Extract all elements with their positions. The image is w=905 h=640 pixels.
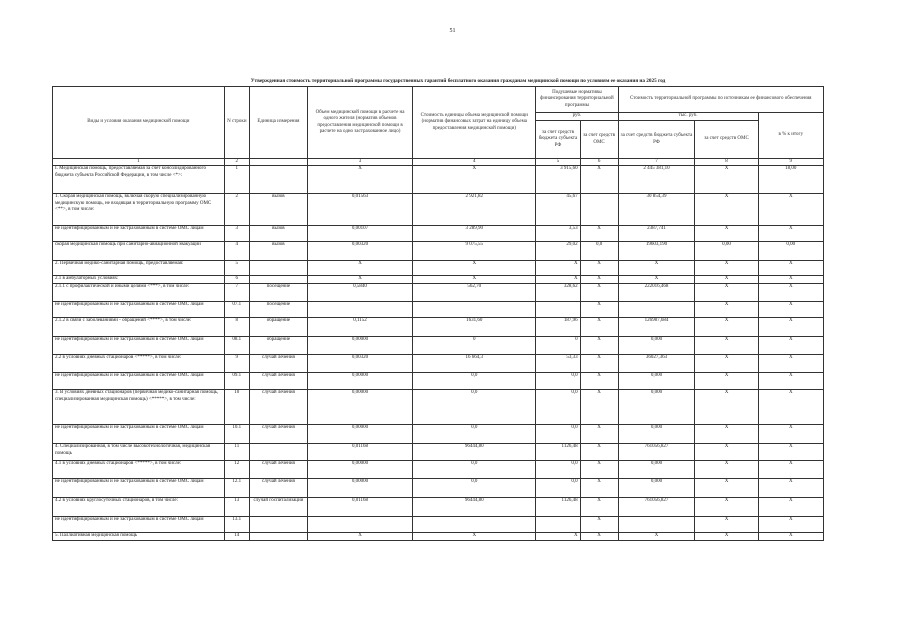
row-omc-norm: [580, 194, 618, 226]
row-unit-cost: 1631,60: [413, 318, 536, 337]
row-name: I. Медицинская помощь, предоставляемая за счет консолидированного бюджета субъекта Российской Федерации, в том числе <*>:: [53, 166, 225, 194]
row-budget-cost: 36027,363: [618, 355, 695, 373]
row-omc-cost: X: [695, 425, 758, 444]
row-name: скорая медицинская помощь при санитарно-авиационной эвакуации: [53, 242, 225, 261]
row-omc-cost: X: [695, 355, 758, 373]
row-budget-norm: [536, 517, 580, 533]
row-percent: X: [758, 390, 823, 425]
row-number: 13: [224, 498, 249, 517]
row-budget-cost: X: [618, 261, 695, 276]
row-unit-cost: 16 664,3: [413, 355, 536, 373]
row-name: не идентифицированным и не застрахованным в системе ОМС лицам: [53, 425, 225, 444]
column-number: 5: [536, 159, 580, 166]
header-per-capita-norms: Подушевые нормативы финансирования территориальной программы: [536, 87, 618, 113]
row-name: не идентифицированным и не застрахованным в системе ОМС лицам: [53, 373, 225, 390]
row-number: 5: [224, 261, 249, 276]
row-budget-cost: 761056,827: [618, 444, 695, 461]
row-percent: X: [758, 302, 823, 318]
row-budget-cost: 2 445 381,10: [618, 166, 695, 194]
row-budget-norm: 3,53: [536, 226, 580, 242]
row-omc-norm: X: [580, 517, 618, 533]
row-volume: 0,1152: [307, 318, 412, 337]
row-unit-cost: [413, 302, 536, 318]
row-unit-cost: 3 289,90: [413, 226, 536, 242]
column-number: 2: [224, 159, 249, 166]
row-percent: X: [758, 533, 823, 541]
column-number: 6: [580, 159, 618, 166]
row-omc-cost: X: [695, 318, 758, 337]
row-omc-cost: X: [695, 461, 758, 479]
row-budget-cost: [618, 302, 695, 318]
row-omc-cost: X: [695, 166, 758, 194]
row-name: 2.1.2 в связи с заболеваниями - обращений <****>, в том числе:: [53, 318, 225, 337]
row-volume: 0,00000: [307, 425, 412, 444]
row-omc-cost: X: [695, 261, 758, 276]
table-row: [53, 355, 824, 373]
row-percent: X: [758, 355, 823, 373]
row-omc-cost: X: [695, 444, 758, 461]
row-volume: 0,00107: [307, 226, 412, 242]
row-volume: X: [307, 261, 412, 276]
row-percent: X: [758, 479, 823, 498]
row-percent: X: [758, 194, 823, 226]
row-unit: случай лечения: [249, 479, 307, 498]
column-number: 8: [695, 159, 758, 166]
row-name: 4.1 в условиях дневных стационаров <*****>, в том числе:: [53, 461, 225, 479]
row-volume: X: [307, 276, 412, 284]
row-percent: X: [758, 337, 823, 355]
row-percent: X: [758, 461, 823, 479]
header-unit-thousand-rub: тыс. руб.: [618, 113, 758, 121]
row-budget-norm: 53,33: [536, 355, 580, 373]
row-name: 2.1.1 с профилактической и иными целями <***>, в том числе:: [53, 284, 225, 302]
row-volume: 0,5840: [307, 284, 412, 302]
row-omc-norm: X: [580, 373, 618, 390]
table-row: [53, 276, 824, 284]
header-omc-norm: за счет средств ОМС: [580, 121, 618, 159]
column-number: 1: [53, 159, 225, 166]
row-budget-cost: 0,000: [618, 461, 695, 479]
row-omc-norm: X: [580, 318, 618, 337]
row-volume: 0,00000: [307, 479, 412, 498]
row-unit: случай лечения: [249, 355, 307, 373]
table-row: [53, 461, 824, 479]
row-budget-cost: X: [618, 533, 695, 541]
table-row: [53, 318, 824, 337]
row-number: 12: [224, 461, 249, 479]
row-volume: 0,00000: [307, 461, 412, 479]
row-unit: [249, 276, 307, 284]
page-number: 51: [449, 28, 456, 34]
row-name: 4. Специализированная, в том числе высокотехнологичная, медицинская помощь: [53, 444, 225, 461]
row-number: 09.1: [224, 373, 249, 390]
column-number: 7: [618, 159, 695, 166]
row-volume: 0,00000: [307, 390, 412, 425]
row-budget-norm: 0,0: [536, 373, 580, 390]
row-omc-norm: X: [580, 533, 618, 541]
row-unit-cost: 0,0: [413, 425, 536, 444]
row-omc-norm: X: [580, 479, 618, 498]
row-percent: X: [758, 425, 823, 444]
row-omc-norm: X: [580, 444, 618, 461]
row-name: 1. Скорая медицинская помощь, включая скорую специализированную медицинскую помощь, не входящая в территориальную программу ОМС <**>, в том числе:: [53, 194, 225, 226]
row-percent: X: [758, 226, 823, 242]
header-omc-cost: за счет средств ОМС: [695, 121, 758, 159]
row-budget-norm: X: [536, 261, 580, 276]
row-omc-norm: X: [580, 276, 618, 284]
row-unit-cost: X: [413, 261, 536, 276]
row-name: 2.1 в амбулаторных условиях:: [53, 276, 225, 284]
row-volume: X: [307, 533, 412, 541]
header-unit-cost: Стоимость единицы объема медицинской помощи (норматив финансовых затрат на единицу объема предоставления медицинской помощи): [413, 87, 536, 159]
row-volume: 0,01168: [307, 444, 412, 461]
row-budget-norm: 0,0: [536, 390, 580, 425]
row-unit-cost: [413, 517, 536, 533]
row-budget-cost: 0,000: [618, 390, 695, 425]
row-unit: вызов: [249, 242, 307, 261]
row-number: 08.1: [224, 337, 249, 355]
row-unit: [249, 166, 307, 194]
row-name: не идентифицированным и не застрахованным в системе ОМС лицам: [53, 226, 225, 242]
row-name: не идентифицированным и не застрахованным в системе ОМС лицам: [53, 337, 225, 355]
column-numbers-row: [53, 159, 824, 166]
row-unit: обращение: [249, 318, 307, 337]
row-unit: случай лечения: [249, 390, 307, 425]
row-budget-norm: 29,02: [536, 242, 580, 261]
row-budget-norm: 3 915,60: [536, 166, 580, 194]
header-row-number: N строки: [224, 87, 249, 159]
row-omc-cost: X: [695, 284, 758, 302]
table-row: [53, 226, 824, 242]
row-volume: 0,00320: [307, 355, 412, 373]
table-row: [53, 444, 824, 461]
row-omc-cost: X: [695, 276, 758, 284]
row-percent: X: [758, 444, 823, 461]
row-budget-norm: X: [536, 533, 580, 541]
row-omc-norm: X: [580, 261, 618, 276]
row-name: не идентифицированным и не застрахованным в системе ОМС лицам: [53, 517, 225, 533]
header-unit-rub: руб.: [536, 113, 618, 121]
column-number: 4: [413, 159, 536, 166]
row-number: 14: [224, 533, 249, 541]
row-number: 10.1: [224, 425, 249, 444]
header-kind: Виды и условия оказания медицинской помощи: [53, 87, 225, 159]
row-budget-cost: 0,000: [618, 373, 695, 390]
table-row: [53, 166, 824, 194]
row-percent: X: [758, 517, 823, 533]
header-budget-cost: за счет средств бюджета субъекта РФ: [618, 121, 695, 159]
row-number: 3: [224, 226, 249, 242]
row-number: 2: [224, 194, 249, 226]
table-row: [53, 479, 824, 498]
row-unit: [249, 444, 307, 461]
row-volume: 0,00000: [307, 337, 412, 355]
row-unit-cost: 0,0: [413, 390, 536, 425]
row-percent: X: [758, 498, 823, 517]
program-cost-table: [52, 86, 824, 541]
row-unit-cost: 96444,80: [413, 498, 536, 517]
row-budget-cost: 0,000: [618, 479, 695, 498]
row-unit: случай госпитализации: [249, 498, 307, 517]
table-row: [53, 302, 824, 318]
row-number: 6: [224, 276, 249, 284]
row-omc-norm: X: [580, 284, 618, 302]
row-volume: 0,00320: [307, 242, 412, 261]
row-volume: 0,00000: [307, 373, 412, 390]
row-name: 2.2 в условиях дневных стационаров <*****>, в том числе:: [53, 355, 225, 373]
table-row: [53, 242, 824, 261]
row-unit-cost: 9 075,55: [413, 242, 536, 261]
row-unit-cost: X: [413, 276, 536, 284]
row-name: 5. Паллиативная медицинская помощь: [53, 533, 225, 541]
table-row: [53, 517, 824, 533]
row-percent: 18,00: [758, 166, 823, 194]
row-omc-norm: 0,0: [580, 242, 618, 261]
table-row: [53, 498, 824, 517]
row-percent: 0,00: [758, 242, 823, 261]
row-unit: случай лечения: [249, 461, 307, 479]
row-number: 8: [224, 318, 249, 337]
row-unit: случай лечения: [249, 373, 307, 390]
row-omc-norm: X: [580, 337, 618, 355]
row-omc-norm: X: [580, 498, 618, 517]
table-row: [53, 194, 824, 226]
row-number: 07.1: [224, 302, 249, 318]
row-unit: посещение: [249, 302, 307, 318]
header-percent: в % к итогу: [758, 113, 823, 159]
row-unit-cost: 96444,80: [413, 444, 536, 461]
row-number: 1: [224, 166, 249, 194]
row-budget-norm: 187,96: [536, 318, 580, 337]
row-budget-cost: 2387,741: [618, 226, 695, 242]
row-budget-norm: 1126,48: [536, 444, 580, 461]
table-row: [53, 373, 824, 390]
row-name: не идентифицированным и не застрахованным в системе ОМС лицам: [53, 479, 225, 498]
row-name: 4.2 в условиях круглосуточных стационаров, в том числе:: [53, 498, 225, 517]
row-omc-cost: X: [695, 479, 758, 498]
header-budget-norm: за счет средств бюджета субъекта РФ: [536, 121, 580, 159]
row-volume: X: [307, 166, 412, 194]
row-omc-norm: X: [580, 226, 618, 242]
row-omc-norm: X: [580, 461, 618, 479]
table-body: [53, 166, 824, 541]
table-row: [53, 337, 824, 355]
row-unit: вызов: [249, 226, 307, 242]
row-budget-cost: [618, 517, 695, 533]
row-name: не идентифицированным и не застрахованным в системе ОМС лицам: [53, 302, 225, 318]
row-volume: 0,01563: [307, 194, 412, 226]
row-percent: X: [758, 261, 823, 276]
row-budget-norm: 0,0: [536, 461, 580, 479]
table-row: [53, 425, 824, 444]
row-budget-cost: 761056,827: [618, 498, 695, 517]
table-row: [53, 261, 824, 276]
row-budget-norm: [536, 302, 580, 318]
row-omc-cost: X: [695, 337, 758, 355]
row-budget-cost: X: [618, 276, 695, 284]
row-percent: X: [758, 276, 823, 284]
row-number: 7: [224, 284, 249, 302]
row-budget-cost: 30 854,39: [618, 194, 695, 226]
row-omc-cost: X: [695, 498, 758, 517]
row-budget-norm: 328,62: [536, 284, 580, 302]
row-unit-cost: 2 921,82: [413, 194, 536, 226]
row-budget-norm: 0: [536, 337, 580, 355]
row-unit-cost: 0,0: [413, 373, 536, 390]
row-unit: случай лечения: [249, 425, 307, 444]
row-omc-cost: X: [695, 373, 758, 390]
row-number: 4: [224, 242, 249, 261]
column-number: 3: [307, 159, 412, 166]
row-omc-cost: X: [695, 302, 758, 318]
table-row: [53, 390, 824, 425]
row-omc-norm: X: [580, 302, 618, 318]
column-number: 9: [758, 159, 823, 166]
header-unit: Единица измерения: [249, 87, 307, 159]
row-unit: вызов: [249, 194, 307, 226]
row-percent: X: [758, 284, 823, 302]
row-unit: посещение: [249, 284, 307, 302]
header-volume: Объем медицинской помощи в расчете на одного жителя (норматив объемов предоставления медицинской помощи в расчете на одно застрахованное лицо): [307, 87, 412, 159]
row-number: 10: [224, 390, 249, 425]
row-omc-cost: X: [695, 533, 758, 541]
table-title: Утвержденная стоимость территориальной программы государственных гарантий бесплатного оказания гражданам медицинской помощи по условиям ее оказания на 2025 год: [250, 78, 666, 84]
row-volume: 0,01168: [307, 498, 412, 517]
row-percent: X: [758, 318, 823, 337]
row-unit-cost: 562,70: [413, 284, 536, 302]
row-name: 3. В условиях дневных стационаров (первичная медико-санитарная помощь, специализированная медицинская помощь) <*****>, в том числе:: [53, 390, 225, 425]
row-budget-cost: 0,000: [618, 337, 695, 355]
row-unit-cost: 0,0: [413, 479, 536, 498]
row-unit: [249, 533, 307, 541]
row-budget-norm: 45,67: [536, 194, 580, 226]
row-number: 11: [224, 444, 249, 461]
header-program-cost: Стоимость территориальной программы по источникам ее финансового обеспечения: [618, 87, 823, 113]
row-unit-cost: 0: [413, 337, 536, 355]
table-row: [53, 284, 824, 302]
table-row: [53, 533, 824, 541]
row-omc-norm: X: [580, 355, 618, 373]
row-percent: X: [758, 373, 823, 390]
row-number: 13.1: [224, 517, 249, 533]
row-budget-norm: X: [536, 276, 580, 284]
row-name: 2. Первичная медико-санитарная помощь, предоставляемая:: [53, 261, 225, 276]
row-omc-cost: X: [695, 517, 758, 533]
row-budget-norm: 1126,48: [536, 498, 580, 517]
row-budget-cost: 19603,190: [618, 242, 695, 261]
row-omc-norm: X: [580, 166, 618, 194]
row-omc-norm: X: [580, 425, 618, 444]
row-unit-cost: 0,0: [413, 461, 536, 479]
row-budget-cost: 222016,468: [618, 284, 695, 302]
row-omc-cost: X: [695, 194, 758, 226]
row-budget-norm: 0,0: [536, 425, 580, 444]
row-omc-cost: X: [695, 226, 758, 242]
row-omc-cost: 0,00: [695, 242, 758, 261]
row-unit: [249, 517, 307, 533]
row-unit: [249, 261, 307, 276]
row-omc-norm: X: [580, 390, 618, 425]
row-unit: обращение: [249, 337, 307, 355]
row-volume: [307, 302, 412, 318]
row-budget-cost: 0,000: [618, 425, 695, 444]
row-omc-cost: X: [695, 390, 758, 425]
row-unit-cost: X: [413, 166, 536, 194]
row-number: 12.1: [224, 479, 249, 498]
row-volume: [307, 517, 412, 533]
row-budget-norm: 0,0: [536, 479, 580, 498]
row-unit-cost: X: [413, 533, 536, 541]
row-number: 9: [224, 355, 249, 373]
row-budget-cost: 126987,684: [618, 318, 695, 337]
